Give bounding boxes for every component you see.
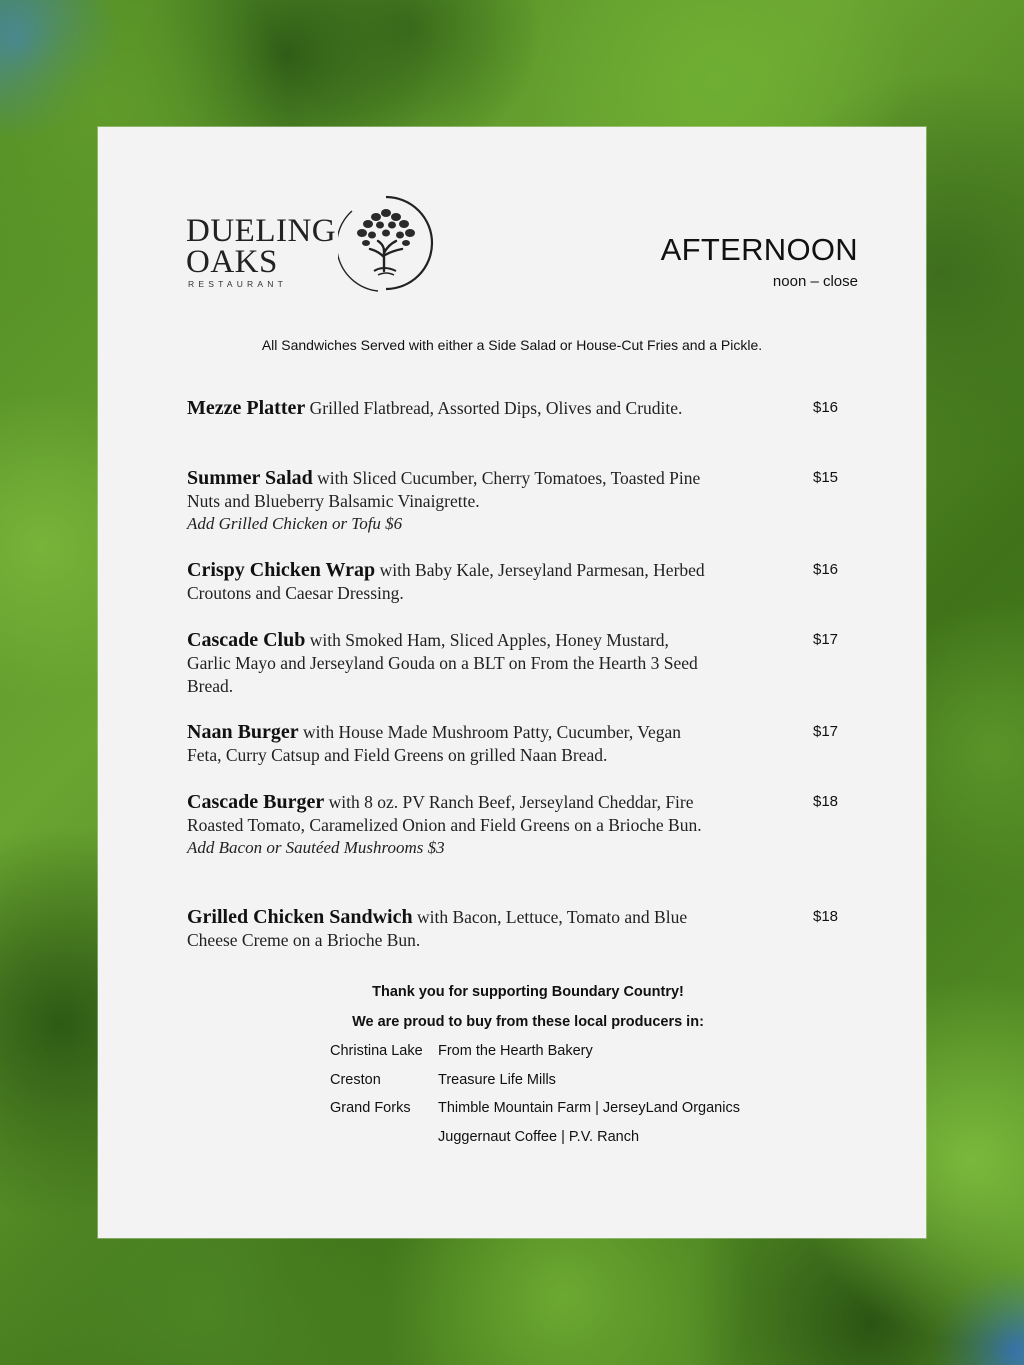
oak-tree-icon (338, 191, 434, 295)
producer-row (330, 1100, 830, 1129)
menu-item (187, 397, 847, 420)
menu-title: AFTERNOON (660, 232, 858, 267)
item-price: $18 (813, 908, 839, 925)
producer-names: Thimble Mountain Farm | JerseyLand Organics (438, 1100, 740, 1116)
menu-hours: noon – close (772, 273, 858, 290)
item-description: with Sliced Cucumber, Cherry Tomatoes, Toasted Pine Nuts and Blueberry Balsamic Vinaigrette. (187, 468, 701, 511)
menu-item (187, 629, 847, 698)
item-name: Crispy Chicken Wrap (187, 559, 376, 581)
menu-item (187, 906, 847, 952)
producers-list (330, 1043, 830, 1157)
item-name: Summer Salad (187, 467, 313, 489)
menu-card (98, 127, 926, 1238)
producers-heading: We are proud to buy from these local producers in: (352, 1014, 704, 1030)
producer-town: Christina Lake (330, 1043, 423, 1059)
logo-subtitle: RESTAURANT (188, 279, 287, 289)
item-price: $17 (813, 631, 839, 648)
menu-item (187, 721, 847, 767)
logo-line-1: DUELING (186, 213, 337, 249)
intro-note: All Sandwiches Served with either a Side Salad or House-Cut Fries and a Pickle. (261, 337, 763, 353)
item-price: $16 (813, 561, 839, 578)
item-price: $17 (813, 723, 839, 740)
item-description: with Smoked Ham, Sliced Apples, Honey Mustard, Garlic Mayo and Jerseyland Gouda on a BLT on From the Hearth 3 Seed Bread. (187, 630, 698, 696)
menu-item (187, 559, 847, 605)
item-description: with 8 oz. PV Ranch Beef, Jerseyland Cheddar, Fire Roasted Tomato, Caramelized Onion and Field Greens on a Brioche Bun. (187, 792, 702, 835)
item-description: with Baby Kale, Jerseyland Parmesan, Herbed Croutons and Caesar Dressing. (187, 560, 705, 603)
thanks-note: Thank you for supporting Boundary Country! (372, 984, 684, 1000)
producer-town: Grand Forks (330, 1100, 411, 1116)
item-addon: Add Grilled Chicken or Tofu $6 (187, 514, 403, 533)
item-name: Cascade Club (187, 629, 306, 651)
item-name: Naan Burger (187, 721, 299, 743)
producer-row (330, 1043, 830, 1072)
logo-line-2: OAKS (186, 244, 278, 280)
item-description: with Bacon, Lettuce, Tomato and Blue Cheese Creme on a Brioche Bun. (187, 907, 688, 950)
item-name: Cascade Burger (187, 791, 325, 813)
item-description: with House Made Mushroom Patty, Cucumber, Vegan Feta, Curry Catsup and Field Greens on grilled Naan Bread. (187, 722, 681, 765)
item-price: $15 (813, 469, 839, 486)
item-addon: Add Bacon or Sautéed Mushrooms $3 (187, 838, 445, 857)
menu-item (187, 791, 847, 859)
restaurant-logo (186, 191, 426, 301)
item-name: Mezze Platter (187, 397, 306, 419)
producer-names: Treasure Life Mills (438, 1071, 556, 1088)
producer-town: Creston (330, 1071, 381, 1088)
producer-names: Juggernaut Coffee | P.V. Ranch (438, 1128, 640, 1145)
item-price: $16 (813, 399, 839, 416)
item-name: Grilled Chicken Sandwich (187, 906, 413, 928)
item-description: Grilled Flatbread, Assorted Dips, Olives and Crudite. (309, 398, 683, 418)
producer-row (330, 1129, 830, 1158)
producer-names: From the Hearth Bakery (438, 1043, 593, 1059)
menu-item (187, 467, 847, 535)
item-price: $18 (813, 793, 839, 810)
producer-row (330, 1072, 830, 1101)
